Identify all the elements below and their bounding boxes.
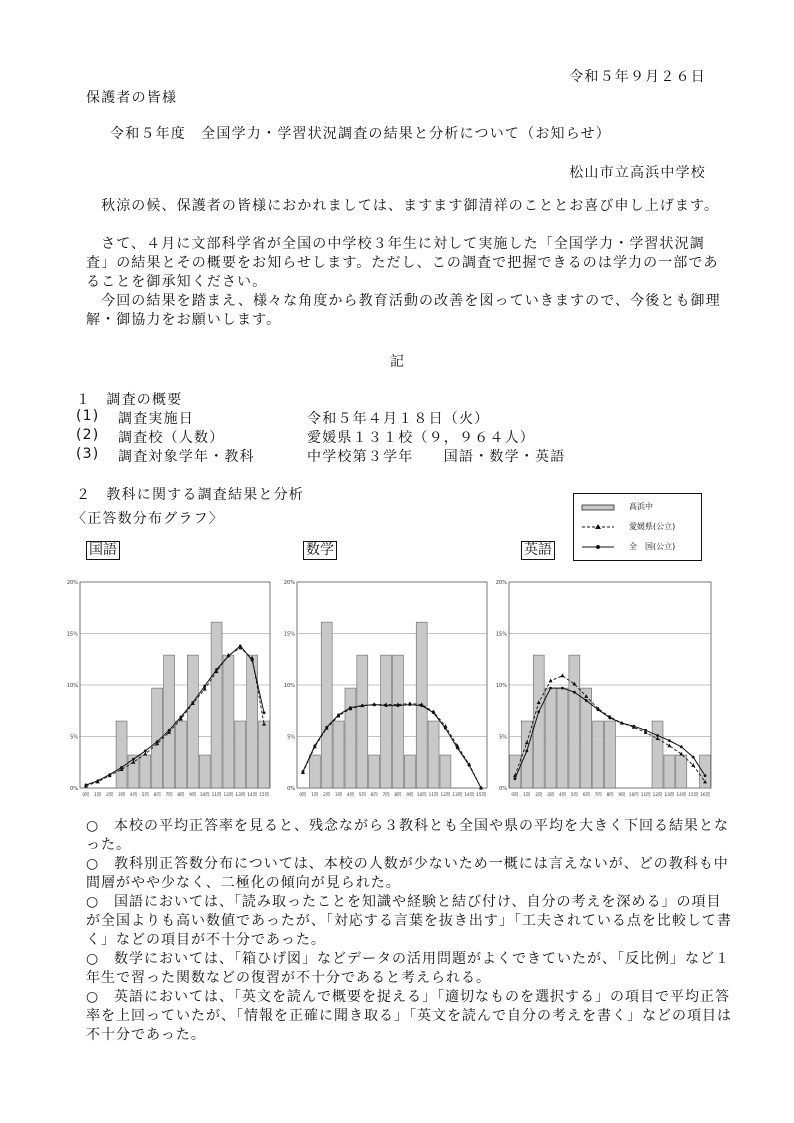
note-bullet: ○ — [86, 818, 100, 834]
legend-bar-swatch — [582, 505, 614, 510]
marker-prefecture — [560, 674, 564, 678]
x-tick-label: 15問 — [259, 793, 269, 798]
x-tick-label: 12問 — [652, 793, 663, 798]
x-tick-label: 5問 — [358, 793, 366, 798]
bar-school — [381, 655, 392, 788]
marker-prefecture — [679, 752, 683, 756]
x-tick-label: 12問 — [440, 793, 451, 798]
x-tick-label: 7問 — [594, 793, 602, 798]
x-tick-label: 2問 — [106, 793, 114, 798]
y-tick-label: 10% — [283, 683, 295, 689]
marker-national — [227, 655, 230, 658]
summary-item-value: 中学校第３学年 国語・数学・英語 — [307, 449, 566, 465]
graph-heading: 〈正答数分布グラフ〉 — [72, 511, 224, 527]
subject-label-english: 英語 — [521, 541, 555, 560]
marker-national — [585, 699, 588, 702]
summary-item-value: 令和５年４月１８日（火） — [307, 411, 490, 427]
marker-national — [397, 704, 400, 707]
bar-school — [533, 655, 544, 788]
x-tick-label: 8問 — [606, 793, 614, 798]
bar-school — [199, 755, 210, 788]
bar-school — [116, 721, 127, 788]
bar-school — [321, 622, 332, 788]
y-tick-label: 15% — [283, 631, 295, 638]
marker-national — [385, 704, 388, 707]
x-tick-label: 0問 — [511, 793, 519, 798]
x-tick-label: 11問 — [211, 793, 222, 798]
marker-national — [144, 750, 147, 753]
chart-english — [493, 576, 715, 804]
sender-school: 松山市立高浜中学校 — [569, 165, 706, 181]
x-tick-label: 13問 — [452, 793, 463, 798]
marker-prefecture — [549, 679, 553, 683]
x-tick-label: 3問 — [118, 793, 126, 798]
document-date: 令和５年９月２６日 — [569, 69, 706, 85]
x-tick-label: 7問 — [382, 793, 390, 798]
marker-national — [549, 687, 552, 690]
summary-item-value: 愛媛県１３１校（９，９６４人） — [307, 430, 535, 446]
bar-school — [545, 688, 556, 788]
marker-national — [656, 734, 659, 737]
bar-school — [187, 655, 198, 788]
bar-school — [223, 655, 234, 788]
marker-national — [420, 704, 423, 707]
note-bullet: ○ — [86, 989, 100, 1005]
marker-national — [263, 711, 266, 714]
document-title: 令和５年度 全国学力・学習状況調査の結果と分析について（お知らせ） — [110, 126, 611, 142]
x-tick-label: 14問 — [676, 793, 687, 798]
x-tick-label: 8問 — [177, 793, 185, 798]
bar-school — [664, 755, 675, 788]
x-tick-label: 7問 — [165, 793, 173, 798]
marker-national — [408, 703, 411, 706]
bar-school — [211, 622, 222, 788]
marker-national — [120, 766, 123, 769]
x-tick-label: 11問 — [640, 793, 651, 798]
bar-school — [259, 721, 270, 788]
x-tick-label: 3問 — [547, 793, 555, 798]
chart-math — [281, 576, 491, 804]
bar-school — [440, 755, 451, 788]
marker-national — [168, 729, 171, 732]
marker-national — [444, 727, 447, 730]
x-tick-label: 5問 — [570, 793, 578, 798]
summary-item-label: 調査校（人数） — [118, 430, 225, 446]
intro-paragraph-2: さて、４月に文部科学省が全国の中学校３年生に対して実施した「全国学力・学習状況調査」の結果とその概要をお知らせします。ただし、この調査で把握できるのは学力の一部であることを御承知ください。 — [86, 236, 719, 290]
summary-item-num: (1) — [76, 408, 100, 424]
x-tick-label: 13問 — [235, 793, 246, 798]
bar-school — [164, 655, 175, 788]
marker-national — [668, 739, 671, 742]
x-tick-label: 14問 — [464, 793, 475, 798]
y-tick-label: 15% — [66, 631, 78, 638]
y-tick-label: 0% — [287, 786, 295, 792]
x-tick-label: 6問 — [370, 793, 378, 798]
marker-national — [561, 687, 564, 690]
x-tick-label: 5問 — [141, 793, 149, 798]
marker-national — [203, 685, 206, 688]
marker-national — [620, 722, 623, 725]
marker-national — [96, 779, 99, 782]
summary-item-label: 調査対象学年・教科 — [118, 449, 255, 465]
marker-national — [468, 764, 471, 767]
x-tick-label: 10問 — [416, 793, 427, 798]
x-tick-label: 16問 — [700, 793, 710, 798]
marker-national — [692, 756, 695, 759]
y-tick-label: 20% — [66, 580, 78, 586]
marker-national — [537, 710, 540, 713]
x-tick-label: 13問 — [664, 793, 675, 798]
bar-school — [605, 721, 616, 788]
bar-school — [652, 721, 663, 788]
intro-paragraph-3: 今回の結果を踏まえ、様々な角度から教育活動の改善を図っていきますので、今後とも御理解・御協力をお願いします。 — [86, 293, 721, 328]
marker-national — [156, 740, 159, 743]
legend-dot-marker — [596, 545, 600, 549]
marker-national — [239, 644, 242, 647]
x-tick-label: 1問 — [523, 793, 531, 798]
marker-national — [480, 787, 483, 790]
x-tick-label: 11問 — [428, 793, 439, 798]
x-tick-label: 10問 — [628, 793, 639, 798]
note-item-3 — [86, 893, 736, 950]
y-tick-label: 20% — [283, 580, 295, 586]
bar-school — [404, 755, 415, 788]
y-tick-label: 0% — [499, 786, 507, 792]
legend-school: 高浜中 — [629, 502, 653, 511]
note-text: 本校の平均正答率を見ると、残念ながら３教科とも全国や県の平均を大きく下回る結果となった。 — [86, 818, 729, 853]
marker-national — [609, 717, 612, 720]
y-tick-label: 5% — [499, 734, 507, 741]
x-tick-label: 10問 — [199, 793, 210, 798]
x-tick-label: 14問 — [247, 793, 258, 798]
marker-national — [313, 744, 316, 747]
bar-school — [428, 721, 439, 788]
y-tick-label: 15% — [495, 631, 507, 638]
bar-school — [140, 755, 151, 788]
bar-school — [357, 655, 368, 788]
x-tick-label: 12問 — [223, 793, 234, 798]
marker-national — [680, 745, 683, 748]
chart-legend — [573, 493, 702, 561]
x-tick-label: 1問 — [311, 793, 319, 798]
y-tick-label: 10% — [495, 683, 507, 689]
note-item-2 — [86, 855, 736, 893]
x-tick-label: 15問 — [688, 793, 699, 798]
subject-label-japanese: 国語 — [86, 541, 120, 560]
legend-national: 全 国(公立) — [629, 542, 676, 551]
bar-school — [333, 721, 344, 788]
x-tick-label: 4問 — [129, 793, 137, 798]
bar-school — [593, 721, 604, 788]
marker-national — [514, 777, 517, 780]
x-tick-label: 1問 — [94, 793, 102, 798]
legend-triangle-marker — [595, 524, 601, 529]
y-tick-label: 10% — [66, 683, 78, 689]
marker-national — [644, 729, 647, 732]
subject-label-math: 数学 — [303, 541, 337, 560]
x-tick-label: 15問 — [476, 793, 486, 798]
x-tick-label: 6問 — [153, 793, 161, 798]
marker-national — [704, 774, 707, 777]
bar-school — [175, 721, 186, 788]
bar-school — [557, 688, 568, 788]
bar-school — [509, 755, 520, 788]
bar-school — [345, 688, 356, 788]
y-tick-label: 5% — [287, 734, 295, 741]
x-tick-label: 0問 — [299, 793, 307, 798]
x-tick-label: 3問 — [335, 793, 343, 798]
note-text: 教科別正答数分布については、本校の人数が少ないため一概には言えないが、どの教科も中間層がやや少なく、二極化の傾向が見られた。 — [86, 856, 729, 891]
x-tick-label: 0問 — [82, 793, 90, 798]
marker-national — [302, 770, 305, 773]
note-item-4 — [86, 950, 736, 988]
bar-school — [369, 755, 380, 788]
x-tick-label: 9問 — [406, 793, 414, 798]
note-text: 英語においては、「英文を読んで概要を捉える」「適切なものを選択する」の項目で平均正答率を上回っていたが、「情報を正確に聞き取る」「英文を読んで自分の考えを書く」などの項目は不十分であった。 — [86, 989, 732, 1043]
summary-item-label: 調査実施日 — [118, 411, 194, 427]
bar-school — [676, 755, 687, 788]
note-text: 国語においては、「読み取ったことを知識や経験と結び付け、自分の考えを深める」の項目が全国よりも高い数値であったが、「対応する言葉を抜き出す」「工夫されている点を比較して書く」などの項目が不十分であった。 — [86, 894, 732, 948]
bar-school — [569, 655, 580, 788]
y-tick-label: 5% — [70, 734, 78, 741]
note-bullet: ○ — [86, 951, 100, 967]
marker-national — [215, 668, 218, 671]
note-bullet: ○ — [86, 856, 100, 872]
ki-heading: 記 — [390, 354, 406, 370]
y-tick-label: 0% — [70, 786, 78, 792]
x-tick-label: 4問 — [346, 793, 354, 798]
marker-national — [180, 716, 183, 719]
x-tick-label: 8問 — [394, 793, 402, 798]
note-text: 数学においては、「箱ひげ図」などデータの活用問題がよくできていたが、「反比例」など１年生で習った関数などの復習が不十分であると考えられる。 — [86, 951, 730, 986]
marker-national — [432, 711, 435, 714]
x-tick-label: 2問 — [535, 793, 543, 798]
marker-national — [337, 713, 340, 716]
marker-national — [597, 708, 600, 711]
summary-item-num: (3) — [76, 446, 100, 462]
x-tick-label: 2問 — [323, 793, 331, 798]
summary-item-num: (2) — [76, 427, 100, 443]
intro-paragraph-1: 秋涼の候、保護者の皆様におかれましては、ますます御清祥のこととお喜び申し上げます。 — [86, 198, 720, 214]
x-tick-label: 9問 — [618, 793, 626, 798]
marker-national — [132, 758, 135, 761]
addressee: 保護者の皆様 — [86, 90, 178, 106]
marker-national — [191, 701, 194, 704]
section1-heading: １ 調査の概要 — [76, 392, 183, 408]
note-item-5 — [86, 988, 736, 1045]
marker-national — [373, 703, 376, 706]
marker-national — [525, 750, 528, 753]
marker-national — [108, 773, 111, 776]
note-bullet: ○ — [86, 894, 100, 910]
x-tick-label: 4問 — [558, 793, 566, 798]
marker-national — [251, 659, 254, 662]
bar-school — [309, 755, 320, 788]
section2-heading: ２ 教科に関する調査結果と分析 — [76, 487, 304, 503]
marker-national — [456, 746, 459, 749]
bar-school — [392, 655, 403, 788]
x-tick-label: 9問 — [189, 793, 197, 798]
marker-national — [85, 784, 88, 787]
chart-japanese — [64, 576, 274, 804]
note-item-1 — [86, 817, 736, 855]
bar-school — [235, 721, 246, 788]
legend-prefecture: 愛媛県(公立) — [629, 522, 676, 531]
marker-national — [325, 726, 328, 729]
marker-national — [361, 704, 364, 707]
marker-national — [632, 725, 635, 728]
marker-national — [573, 691, 576, 694]
x-tick-label: 6問 — [582, 793, 590, 798]
marker-national — [349, 706, 352, 709]
y-tick-label: 20% — [495, 580, 507, 586]
